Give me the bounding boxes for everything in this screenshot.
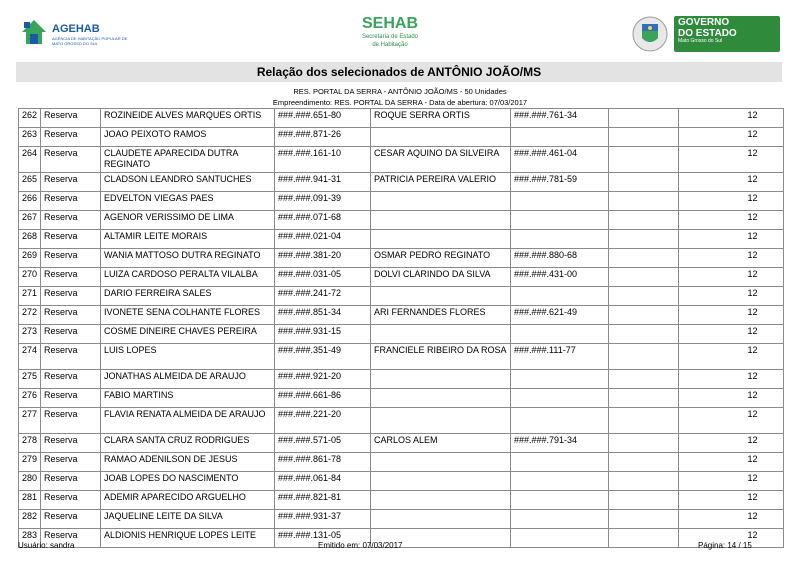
row-count: 12 — [679, 472, 784, 491]
row-spacer — [609, 306, 679, 325]
holder-cpf: ###.###.871-26 — [275, 128, 371, 147]
row-status: Reserva — [41, 192, 101, 211]
holder-name: CLADSON LEANDRO SANTUCHES — [101, 173, 275, 192]
holder-cpf: ###.###.161-10 — [275, 147, 371, 173]
row-status: Reserva — [41, 472, 101, 491]
spouse-name — [371, 128, 511, 147]
holder-name: WANIA MATTOSO DUTRA REGINATO — [101, 249, 275, 268]
spouse-cpf — [511, 408, 609, 434]
row-count: 12 — [679, 325, 784, 344]
row-spacer — [609, 230, 679, 249]
holder-cpf: ###.###.031-05 — [275, 268, 371, 287]
spouse-cpf — [511, 472, 609, 491]
row-count: 12 — [679, 370, 784, 389]
holder-name: JONATHAS ALMEIDA DE ARAUJO — [101, 370, 275, 389]
table-row — [19, 408, 784, 434]
footer-page-number: Página: 14 / 15 — [698, 541, 752, 550]
row-count: 12 — [679, 173, 784, 192]
holder-cpf: ###.###.091-39 — [275, 192, 371, 211]
row-count: 12 — [679, 344, 784, 370]
holder-cpf: ###.###.071-68 — [275, 211, 371, 230]
row-status: Reserva — [41, 344, 101, 370]
row-spacer — [609, 510, 679, 529]
holder-name: LUIS LOPES — [101, 344, 275, 370]
government-badge — [674, 16, 780, 52]
spouse-name: FRANCIELE RIBEIRO DA ROSA — [371, 344, 511, 370]
spouse-name: OSMAR PEDRO REGINATO — [371, 249, 511, 268]
row-number: 265 — [19, 173, 41, 192]
agehab-subtitle: AGÊNCIA DE HABITAÇÃO POPULAR DE MATO GROSSO DO SUL — [52, 36, 128, 46]
spouse-name — [371, 472, 511, 491]
row-count: 12 — [679, 268, 784, 287]
spouse-name: PATRICIA PEREIRA VALERIO — [371, 173, 511, 192]
row-status: Reserva — [41, 408, 101, 434]
row-number: 272 — [19, 306, 41, 325]
row-status: Reserva — [41, 268, 101, 287]
holder-cpf: ###.###.131-05 — [275, 529, 371, 548]
agehab-house-icon — [20, 18, 48, 48]
table-row — [19, 268, 784, 287]
holder-cpf: ###.###.381-20 — [275, 249, 371, 268]
row-count: 12 — [679, 306, 784, 325]
spouse-cpf: ###.###.781-59 — [511, 173, 609, 192]
spouse-name: CARLOS ALEM — [371, 434, 511, 453]
row-count: 12 — [679, 529, 784, 548]
row-status: Reserva — [41, 128, 101, 147]
spouse-name: DOLVI CLARINDO DA SILVA — [371, 268, 511, 287]
government-logo — [630, 14, 780, 54]
table-row — [19, 128, 784, 147]
spouse-cpf: ###.###.621-49 — [511, 306, 609, 325]
holder-name: LUIZA CARDOSO PERALTA VILALBA — [101, 268, 275, 287]
holder-name: ROZINEIDE ALVES MARQUES ORTIS — [101, 109, 275, 128]
holder-name: COSME DINEIRE CHAVES PEREIRA — [101, 325, 275, 344]
row-number: 273 — [19, 325, 41, 344]
row-spacer — [609, 491, 679, 510]
sehab-name: SEHAB — [361, 15, 418, 32]
row-status: Reserva — [41, 529, 101, 548]
row-count: 12 — [679, 389, 784, 408]
table-row — [19, 147, 784, 173]
spouse-cpf: ###.###.880-68 — [511, 249, 609, 268]
row-number: 264 — [19, 147, 41, 173]
row-count: 12 — [679, 408, 784, 434]
spouse-cpf — [511, 128, 609, 147]
row-number: 270 — [19, 268, 41, 287]
row-count: 12 — [679, 434, 784, 453]
holder-name: JOAB LOPES DO NASCIMENTO — [101, 472, 275, 491]
row-number: 267 — [19, 211, 41, 230]
row-status: Reserva — [41, 434, 101, 453]
table-row — [19, 287, 784, 306]
row-spacer — [609, 147, 679, 173]
holder-name: IVONETE SENA COLHANTE FLORES — [101, 306, 275, 325]
row-spacer — [609, 389, 679, 408]
agehab-logo — [20, 14, 140, 52]
table-row — [19, 389, 784, 408]
row-number: 277 — [19, 408, 41, 434]
table-row — [19, 434, 784, 453]
row-count: 12 — [679, 192, 784, 211]
holder-name: CLAUDETE APARECIDA DUTRA REGINATO — [101, 147, 275, 173]
table-row — [19, 230, 784, 249]
gov-line-1: GOVERNO — [678, 17, 730, 28]
holder-cpf: ###.###.861-78 — [275, 453, 371, 472]
spouse-name — [371, 491, 511, 510]
holder-cpf: ###.###.821-81 — [275, 491, 371, 510]
spouse-cpf — [511, 491, 609, 510]
spouse-cpf — [511, 211, 609, 230]
row-spacer — [609, 408, 679, 434]
row-number: 279 — [19, 453, 41, 472]
table-row — [19, 109, 784, 128]
row-count: 12 — [679, 109, 784, 128]
footer-emitted: Emitido em: 07/03/2017 — [318, 541, 403, 550]
holder-name: CLARA SANTA CRUZ RODRIGUES — [101, 434, 275, 453]
row-number: 275 — [19, 370, 41, 389]
row-spacer — [609, 173, 679, 192]
row-number: 268 — [19, 230, 41, 249]
spouse-cpf: ###.###.461-04 — [511, 147, 609, 173]
spouse-cpf — [511, 370, 609, 389]
holder-cpf: ###.###.941-31 — [275, 173, 371, 192]
holder-name: RAMAO ADENILSON DE JESUS — [101, 453, 275, 472]
spouse-name — [371, 230, 511, 249]
row-spacer — [609, 109, 679, 128]
report-header — [0, 0, 800, 60]
row-number: 278 — [19, 434, 41, 453]
table-row — [19, 306, 784, 325]
spouse-name — [371, 408, 511, 434]
table-row — [19, 173, 784, 192]
spouse-cpf: ###.###.111-77 — [511, 344, 609, 370]
footer-user: Usuário: sandra — [18, 541, 75, 550]
row-number: 282 — [19, 510, 41, 529]
spouse-name — [371, 287, 511, 306]
holder-cpf: ###.###.931-37 — [275, 510, 371, 529]
spouse-cpf — [511, 287, 609, 306]
row-number: 281 — [19, 491, 41, 510]
holder-cpf: ###.###.661-86 — [275, 389, 371, 408]
spouse-cpf — [511, 389, 609, 408]
row-count: 12 — [679, 147, 784, 173]
spouse-cpf — [511, 510, 609, 529]
holder-cpf: ###.###.921-20 — [275, 370, 371, 389]
spouse-name — [371, 211, 511, 230]
row-status: Reserva — [41, 287, 101, 306]
report-enterprise-line: Empreendimento: RES. PORTAL DA SERRA - Data de abertura: 07/03/2017 — [272, 98, 528, 107]
row-spacer — [609, 287, 679, 306]
row-status: Reserva — [41, 109, 101, 128]
gov-line-2: DO ESTADO — [678, 27, 737, 39]
holder-name: DARIO FERREIRA SALES — [101, 287, 275, 306]
row-count: 12 — [679, 211, 784, 230]
row-spacer — [609, 472, 679, 491]
row-status: Reserva — [41, 389, 101, 408]
row-number: 274 — [19, 344, 41, 370]
row-spacer — [609, 325, 679, 344]
spouse-cpf — [511, 192, 609, 211]
row-status: Reserva — [41, 510, 101, 529]
spouse-name — [371, 510, 511, 529]
sehab-subtitle-1: Secretaria de Estado — [361, 34, 419, 40]
table-row — [19, 453, 784, 472]
table-row — [19, 510, 784, 529]
row-status: Reserva — [41, 370, 101, 389]
holder-name: FABIO MARTINS — [101, 389, 275, 408]
row-number: 280 — [19, 472, 41, 491]
row-status: Reserva — [41, 325, 101, 344]
table-row — [19, 344, 784, 370]
table-row — [19, 370, 784, 389]
selection-table — [18, 108, 784, 548]
row-status: Reserva — [41, 249, 101, 268]
spouse-name — [371, 370, 511, 389]
row-spacer — [609, 344, 679, 370]
spouse-name: CESAR AQUINO DA SILVEIRA — [371, 147, 511, 173]
row-status: Reserva — [41, 173, 101, 192]
row-status: Reserva — [41, 230, 101, 249]
spouse-name — [371, 389, 511, 408]
row-spacer — [609, 249, 679, 268]
row-spacer — [609, 453, 679, 472]
row-count: 12 — [679, 249, 784, 268]
holder-cpf: ###.###.021-04 — [275, 230, 371, 249]
holder-name: ALTAMIR LEITE MORAIS — [101, 230, 275, 249]
spouse-cpf: ###.###.791-34 — [511, 434, 609, 453]
holder-cpf: ###.###.221-20 — [275, 408, 371, 434]
spouse-cpf — [511, 325, 609, 344]
row-status: Reserva — [41, 211, 101, 230]
table-row — [19, 249, 784, 268]
spouse-name: ROQUE SERRA ORTIS — [371, 109, 511, 128]
spouse-name — [371, 453, 511, 472]
table-row — [19, 472, 784, 491]
spouse-cpf: ###.###.431-00 — [511, 268, 609, 287]
row-number: 266 — [19, 192, 41, 211]
report-title: Relação dos selecionados de ANTÔNIO JOÃO/MS — [16, 62, 782, 82]
gov-line-3: Mato Grosso do Sul — [678, 38, 723, 44]
row-count: 12 — [679, 128, 784, 147]
spouse-cpf: ###.###.761-34 — [511, 109, 609, 128]
row-status: Reserva — [41, 491, 101, 510]
table-row — [19, 211, 784, 230]
row-count: 12 — [679, 230, 784, 249]
holder-name: ALDIONIS HENRIQUE LOPES LEITE — [101, 529, 275, 548]
row-spacer — [609, 211, 679, 230]
holder-cpf: ###.###.571-05 — [275, 434, 371, 453]
spouse-name — [371, 325, 511, 344]
table-row — [19, 325, 784, 344]
holder-cpf: ###.###.061-84 — [275, 472, 371, 491]
holder-name: FLAVIA RENATA ALMEIDA DE ARAUJO — [101, 408, 275, 434]
spouse-name: ARI FERNANDES FLORES — [371, 306, 511, 325]
coat-of-arms-icon — [630, 14, 670, 54]
report-subtitle: RES. PORTAL DA SERRA - ANTÔNIO JOÃO/MS - 50 Unidades — [293, 87, 507, 96]
row-status: Reserva — [41, 147, 101, 173]
row-status: Reserva — [41, 453, 101, 472]
row-number: 271 — [19, 287, 41, 306]
sehab-subtitle-2: de Habitação — [372, 42, 408, 48]
spouse-name — [371, 192, 511, 211]
holder-cpf: ###.###.651-80 — [275, 109, 371, 128]
table-row — [19, 491, 784, 510]
row-number: 263 — [19, 128, 41, 147]
holder-name: JOAO PEIXOTO RAMOS — [101, 128, 275, 147]
holder-cpf: ###.###.351-49 — [275, 344, 371, 370]
row-number: 276 — [19, 389, 41, 408]
row-spacer — [609, 192, 679, 211]
row-number: 262 — [19, 109, 41, 128]
holder-cpf: ###.###.851-34 — [275, 306, 371, 325]
spouse-cpf — [511, 230, 609, 249]
holder-name: AGENOR VERISSIMO DE LIMA — [101, 211, 275, 230]
report-footer — [0, 541, 800, 553]
table-row — [19, 192, 784, 211]
row-number: 283 — [19, 529, 41, 548]
row-status: Reserva — [41, 306, 101, 325]
row-number: 269 — [19, 249, 41, 268]
agehab-name: AGEHAB — [52, 23, 100, 35]
row-count: 12 — [679, 287, 784, 306]
row-count: 12 — [679, 510, 784, 529]
row-spacer — [609, 434, 679, 453]
row-spacer — [609, 370, 679, 389]
holder-name: ADEMIR APARECIDO ARGUELHO — [101, 491, 275, 510]
row-spacer — [609, 268, 679, 287]
holder-name: JAQUELINE LEITE DA SILVA — [101, 510, 275, 529]
row-count: 12 — [679, 491, 784, 510]
holder-name: EDVELTON VIEGAS PAES — [101, 192, 275, 211]
holder-cpf: ###.###.931-15 — [275, 325, 371, 344]
row-spacer — [609, 128, 679, 147]
sehab-logo — [330, 16, 450, 48]
row-count: 12 — [679, 453, 784, 472]
holder-cpf: ###.###.241-72 — [275, 287, 371, 306]
spouse-cpf — [511, 453, 609, 472]
